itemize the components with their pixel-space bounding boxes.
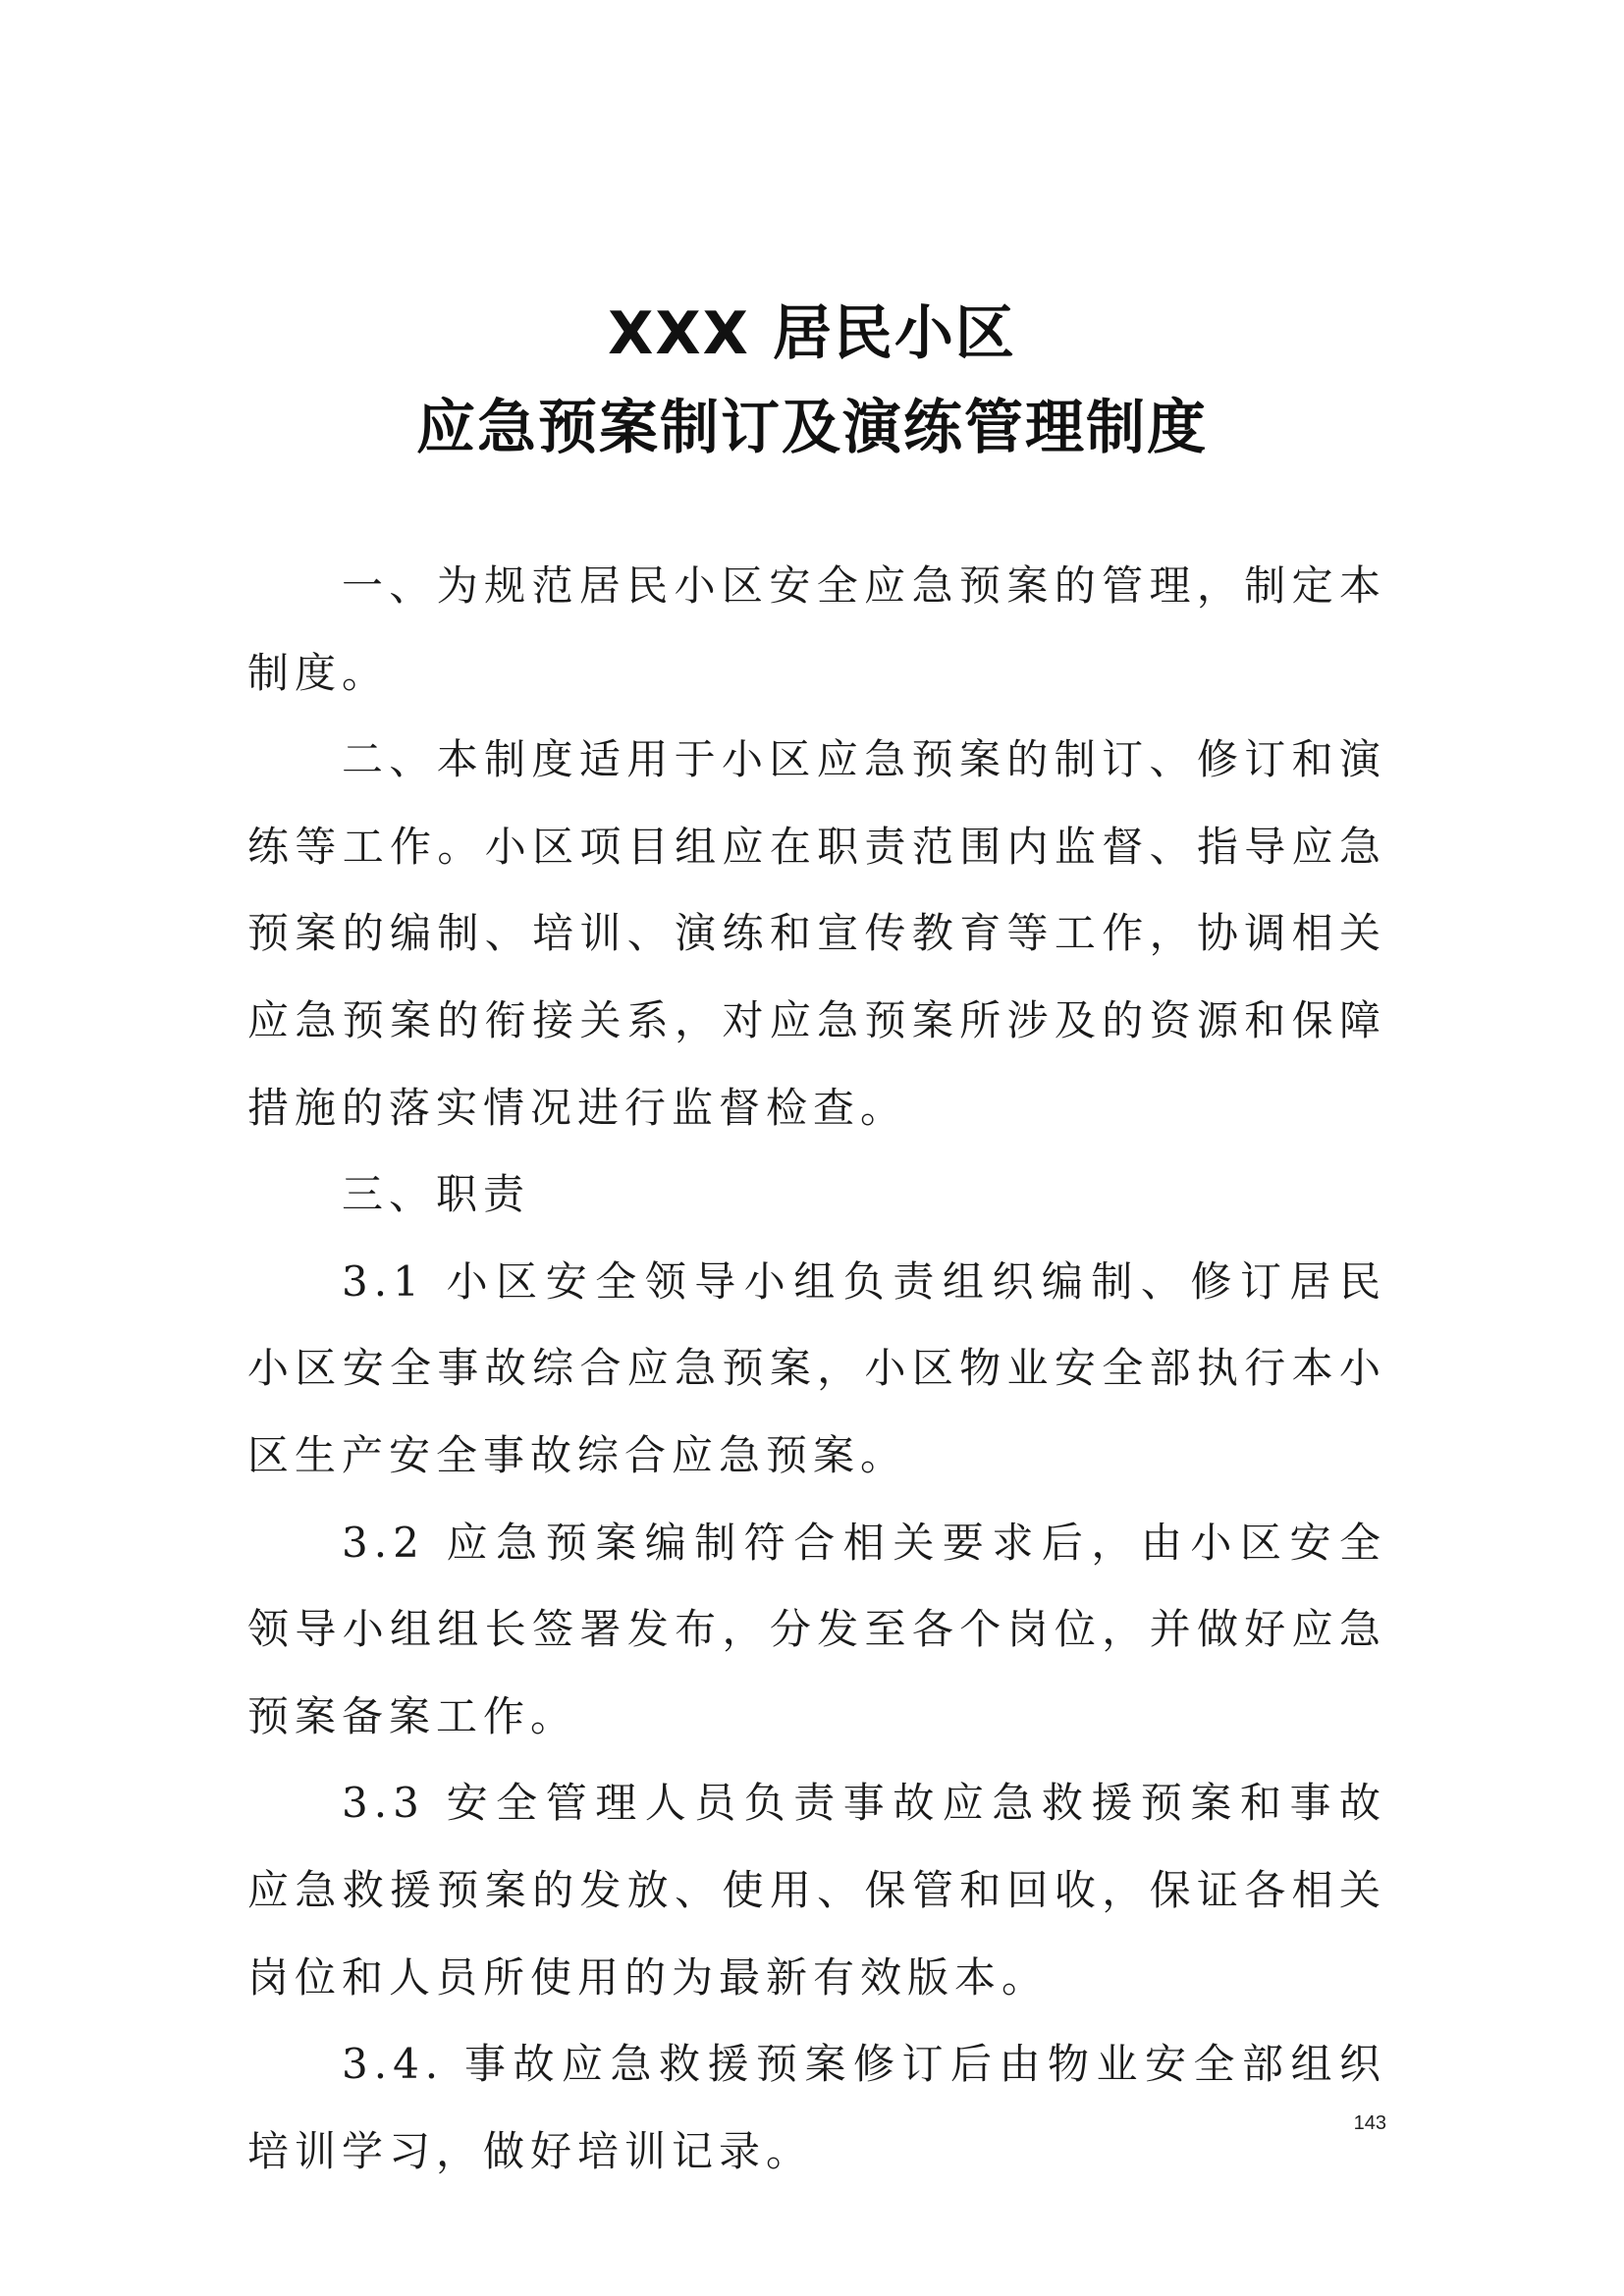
paragraph-duty-3-4: 3.4. 事故应急救援预案修订后由物业安全部组织培训学习，做好培训记录。 xyxy=(247,2040,1386,2175)
paragraph-duty-3-1: 3.1 小区安全领导小组负责组织编制、修订居民小区安全事故综合应急预案，小区物业安全部执行本小区生产安全事故综合应急预案。 xyxy=(247,1256,1386,1479)
title-line-regulation: 应急预案制订及演练管理制度 xyxy=(416,394,1208,462)
paragraph-purpose: 一、为规范居民小区安全应急预案的管理，制定本制度。 xyxy=(247,561,1386,697)
paragraph-duties-heading: 三、职责 xyxy=(342,1170,531,1219)
document-title xyxy=(0,287,1624,475)
document-body xyxy=(247,543,1386,2195)
paragraph-duty-3-3: 3.3 安全管理人员负责事故应急救援预案和事故应急救援预案的发放、使用、保管和回收，保证各相关岗位和人员所使用的为最新有效版本。 xyxy=(247,1779,1386,2002)
title-line-community: XXX 居民小区 xyxy=(608,299,1016,368)
paragraph-scope: 二、本制度适用于小区应急预案的制订、修订和演练等工作。小区项目组应在职责范围内监督、指导应急预案的编制、培训、演练和宣传教育等工作，协调相关应急预案的衔接关系，对应急预案所涉及的资源和保障措施的落实情况进行监督检查。 xyxy=(247,735,1386,1132)
paragraph-duty-3-2: 3.2 应急预案编制符合相关要求后，由小区安全领导小组组长签署发布，分发至各个岗位，并做好应急预案备案工作。 xyxy=(247,1518,1386,1740)
page-number: 143 xyxy=(1353,2112,1386,2134)
